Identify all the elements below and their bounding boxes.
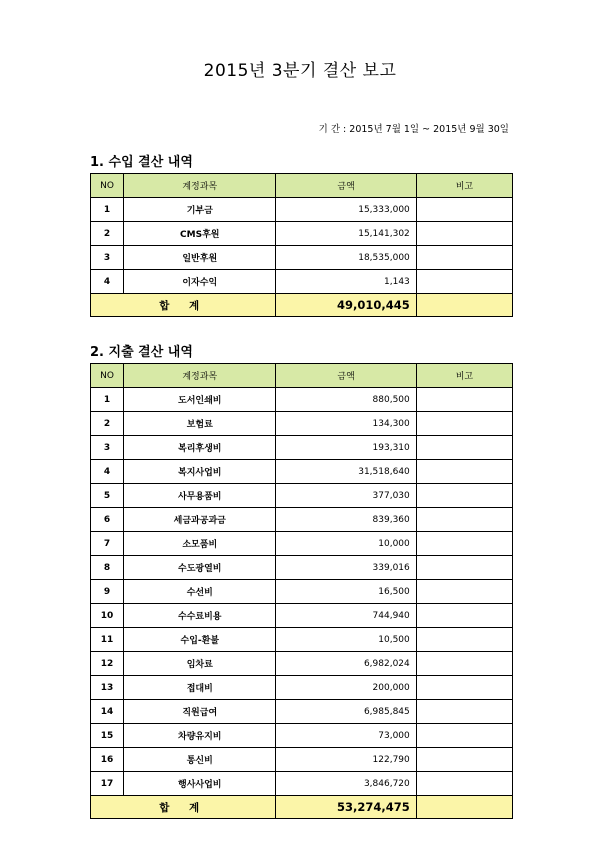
row-account: 기부금: [124, 198, 276, 222]
table-row: [91, 700, 513, 724]
row-amount: 134,300: [276, 412, 416, 436]
expense-section-heading: 2. 지출 결산 내역: [90, 345, 193, 360]
row-remark: [416, 198, 512, 222]
row-account: 임차료: [124, 652, 276, 676]
row-account: 직원급여: [124, 700, 276, 724]
row-account: 접대비: [124, 676, 276, 700]
income-total-row: [91, 294, 513, 317]
row-amount: 193,310: [276, 436, 416, 460]
row-remark: [416, 460, 512, 484]
row-account: 통신비: [124, 748, 276, 772]
table-row: [91, 388, 513, 412]
row-amount: 880,500: [276, 388, 416, 412]
row-amount: 10,500: [276, 628, 416, 652]
row-no: 16: [91, 748, 124, 772]
row-account: 수도광열비: [124, 556, 276, 580]
row-remark: [416, 628, 512, 652]
row-remark: [416, 508, 512, 532]
row-no: 2: [91, 222, 124, 246]
row-account: 사무용품비: [124, 484, 276, 508]
expense-total-remark: [416, 796, 512, 819]
row-amount: 10,000: [276, 532, 416, 556]
row-account: CMS후원: [124, 222, 276, 246]
report-period: 기 간 : 2015년 7월 1일 ~ 2015년 9월 30일: [318, 124, 509, 135]
row-amount: 200,000: [276, 676, 416, 700]
table-row: [91, 556, 513, 580]
row-amount: 122,790: [276, 748, 416, 772]
income-total-remark: [416, 294, 512, 317]
row-no: 7: [91, 532, 124, 556]
page-title: 2015년 3분기 결산 보고: [203, 61, 397, 81]
table-row: [91, 748, 513, 772]
row-account: 수선비: [124, 580, 276, 604]
row-amount: 15,141,302: [276, 222, 416, 246]
row-remark: [416, 532, 512, 556]
table-row: [91, 676, 513, 700]
row-remark: [416, 772, 512, 796]
income-total-amount: 49,010,445: [276, 294, 416, 317]
row-no: 4: [91, 460, 124, 484]
header-no: NO: [91, 364, 124, 388]
row-no: 15: [91, 724, 124, 748]
table-row: [91, 484, 513, 508]
table-row: [91, 198, 513, 222]
expense-total-row: [91, 796, 513, 819]
table-row: [91, 270, 513, 294]
table-row: [91, 772, 513, 796]
row-account: 행사사업비: [124, 772, 276, 796]
row-no: 3: [91, 436, 124, 460]
row-amount: 18,535,000: [276, 246, 416, 270]
row-remark: [416, 412, 512, 436]
expense-table: [90, 363, 513, 819]
row-amount: 6,982,024: [276, 652, 416, 676]
row-account: 복리후생비: [124, 436, 276, 460]
row-remark: [416, 580, 512, 604]
header-remark: 비고: [416, 364, 512, 388]
row-amount: 1,143: [276, 270, 416, 294]
table-row: [91, 436, 513, 460]
table-row: [91, 580, 513, 604]
row-amount: 31,518,640: [276, 460, 416, 484]
row-remark: [416, 270, 512, 294]
expense-total-label: 합 계: [91, 796, 276, 819]
row-no: 9: [91, 580, 124, 604]
row-no: 1: [91, 388, 124, 412]
row-amount: 744,940: [276, 604, 416, 628]
row-remark: [416, 604, 512, 628]
table-row: [91, 246, 513, 270]
row-remark: [416, 556, 512, 580]
row-no: 4: [91, 270, 124, 294]
row-amount: 6,985,845: [276, 700, 416, 724]
row-amount: 377,030: [276, 484, 416, 508]
table-row: [91, 532, 513, 556]
row-amount: 3,846,720: [276, 772, 416, 796]
header-amount: 금액: [276, 174, 416, 198]
expense-total-amount: 53,274,475: [276, 796, 416, 819]
row-no: 8: [91, 556, 124, 580]
table-row: [91, 628, 513, 652]
row-account: 도서인쇄비: [124, 388, 276, 412]
row-account: 수입-환불: [124, 628, 276, 652]
row-remark: [416, 436, 512, 460]
header-amount: 금액: [276, 364, 416, 388]
expense-header-row: [91, 364, 513, 388]
row-no: 1: [91, 198, 124, 222]
row-account: 차량유지비: [124, 724, 276, 748]
row-remark: [416, 652, 512, 676]
row-amount: 339,016: [276, 556, 416, 580]
header-no: NO: [91, 174, 124, 198]
row-amount: 15,333,000: [276, 198, 416, 222]
row-account: 소모품비: [124, 532, 276, 556]
row-account: 세금과공과금: [124, 508, 276, 532]
row-no: 11: [91, 628, 124, 652]
table-row: [91, 652, 513, 676]
row-remark: [416, 222, 512, 246]
table-row: [91, 222, 513, 246]
row-no: 3: [91, 246, 124, 270]
row-amount: 73,000: [276, 724, 416, 748]
row-no: 13: [91, 676, 124, 700]
row-account: 수수료비용: [124, 604, 276, 628]
row-no: 10: [91, 604, 124, 628]
table-row: [91, 724, 513, 748]
row-no: 6: [91, 508, 124, 532]
row-account: 이자수익: [124, 270, 276, 294]
income-table: [90, 173, 513, 317]
row-remark: [416, 484, 512, 508]
row-remark: [416, 388, 512, 412]
row-remark: [416, 748, 512, 772]
income-section-heading: 1. 수입 결산 내역: [90, 155, 193, 170]
row-remark: [416, 700, 512, 724]
row-no: 2: [91, 412, 124, 436]
table-row: [91, 604, 513, 628]
row-remark: [416, 246, 512, 270]
row-remark: [416, 676, 512, 700]
table-row: [91, 412, 513, 436]
income-total-label: 합 계: [91, 294, 276, 317]
row-remark: [416, 724, 512, 748]
row-no: 12: [91, 652, 124, 676]
row-no: 14: [91, 700, 124, 724]
row-account: 일반후원: [124, 246, 276, 270]
table-row: [91, 460, 513, 484]
row-amount: 839,360: [276, 508, 416, 532]
table-row: [91, 508, 513, 532]
row-no: 5: [91, 484, 124, 508]
header-account: 계정과목: [124, 364, 276, 388]
header-account: 계정과목: [124, 174, 276, 198]
header-remark: 비고: [416, 174, 512, 198]
row-no: 17: [91, 772, 124, 796]
income-header-row: [91, 174, 513, 198]
row-amount: 16,500: [276, 580, 416, 604]
row-account: 보험료: [124, 412, 276, 436]
row-account: 복지사업비: [124, 460, 276, 484]
